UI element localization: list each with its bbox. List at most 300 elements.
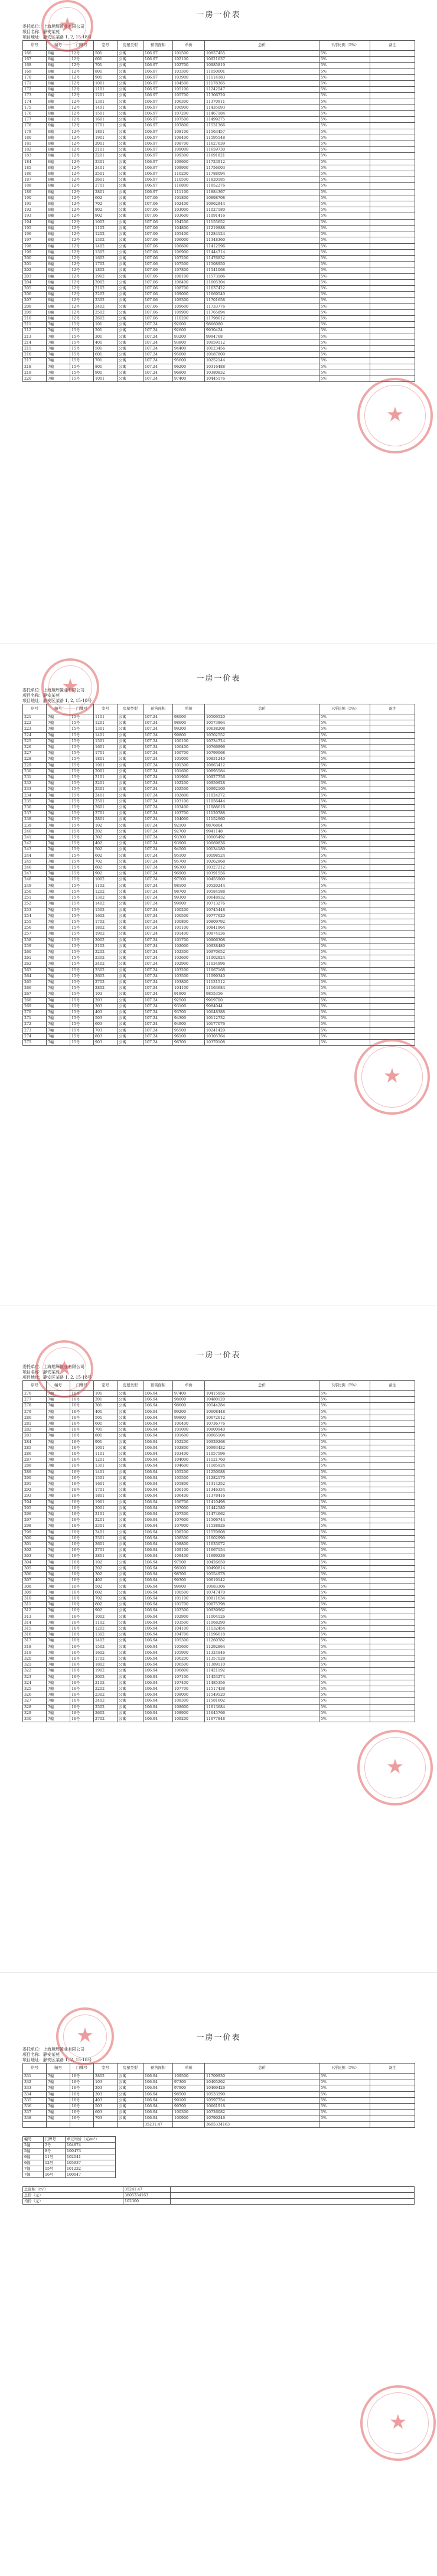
table-cell: 5% [319,105,370,110]
table-cell: 10927756 [205,775,319,781]
table-row [23,135,415,141]
table-cell: 327 [23,1698,47,1704]
table-cell: 7幢 [47,1608,70,1614]
table-cell: 6幢 [47,177,70,183]
table-cell: 11412596 [205,243,319,249]
table-cell: 15号 [70,352,94,358]
table-cell: 公寓 [118,219,144,225]
table-cell: 7幢 [47,1445,70,1451]
table-cell: 5% [319,117,370,123]
table-cell: 172 [23,87,47,93]
table-row [23,967,415,973]
table-cell: 106.94 [144,2074,173,2079]
table-cell: 公寓 [118,865,144,871]
table-cell: 6幢 [47,123,70,129]
table-cell: 5% [319,865,370,871]
table-cell: 107.06 [144,201,173,207]
table-cell: 108800 [173,1542,205,1547]
table-cell [370,195,415,201]
table-cell: 221 [23,714,47,720]
table-cell: 5% [319,792,370,798]
table-cell: 12号 [70,74,94,80]
table-cell: 103200 [173,967,205,973]
table-cell: 5% [319,309,370,315]
table-row [23,1511,415,1517]
column-header: 房屋类型 [118,2064,144,2074]
table-cell: 7幢 [47,1650,70,1656]
table-cell: 7幢 [47,1529,70,1535]
column-header: 房屋类型 [118,1381,144,1391]
table-cell: 190 [23,195,47,201]
table-cell: 94500 [173,847,205,853]
table-cell: 5% [319,1475,370,1481]
table-cell: 280 [23,1415,47,1421]
table-row [23,750,415,756]
table-cell: 11485356 [205,1680,319,1686]
table-cell: 11627639 [205,141,319,147]
table-cell: 106.94 [144,1421,173,1427]
column-header: 预售面积 [144,1381,173,1391]
table-cell: 802 [94,1602,118,1608]
table-cell: 公寓 [118,298,144,303]
table-cell: 107.24 [144,1033,173,1039]
table-cell: 101700 [173,937,205,943]
table-row [23,219,415,225]
table-cell: 106.94 [144,1529,173,1535]
table-cell: 5% [319,2085,370,2091]
table-cell: 179 [23,129,47,135]
table-row [23,159,415,165]
table-cell: 5% [319,1427,370,1433]
table-cell: 公寓 [118,720,144,726]
table-cell: 公寓 [118,1493,144,1499]
table-cell: 302 [94,835,118,841]
table-cell: 106.94 [144,1680,173,1686]
table-cell: 7幢 [47,1632,70,1638]
table-cell: 107.24 [144,961,173,967]
table-cell: 15号 [70,339,94,345]
table-cell: 7幢 [47,1716,70,1722]
table-cell: 285 [23,1445,47,1451]
table-cell: 16号 [70,1505,94,1511]
table-cell: 104600 [173,1463,205,1469]
table-cell: 106.94 [144,1716,173,1722]
table-cell: 106.97 [144,111,173,117]
table-cell: 10736776 [205,1421,319,1427]
table-cell: 102100 [173,57,205,63]
table-cell: 公寓 [118,68,144,74]
table-cell: 2102 [94,943,118,949]
table-cell: 106.94 [144,1674,173,1680]
totals-cell: 均价（元） [23,2198,123,2204]
table-cell: 2802 [94,2074,118,2079]
table-cell: 107.24 [144,822,173,828]
table-cell: 16号 [70,1397,94,1403]
table-cell: 2601 [94,1542,118,1547]
table-cell: 2202 [94,949,118,955]
table-cell [370,1433,415,1439]
table-cell: 1201 [94,93,118,99]
table-cell: 7幢 [47,1505,70,1511]
table-cell: 6幢 [47,159,70,165]
table-cell: 96700 [173,1039,205,1045]
table-cell: 110500 [173,177,205,183]
table-row [23,991,415,997]
summary-cell: 11号 [44,2154,66,2160]
table-cell: 99900 [173,901,205,907]
table-cell: 106.94 [144,1662,173,1668]
totals-table [22,2186,415,2205]
table-cell: 107.24 [144,871,173,877]
table-cell: 97900 [173,2085,205,2091]
table-cell: 304 [23,1559,47,1565]
table-row [23,345,415,351]
totals-cell: 总面积（m²） [23,2186,123,2192]
table-row [23,298,415,303]
table-cell: 298 [23,1523,47,1529]
table-cell: 255 [23,919,47,925]
table-row [23,1644,415,1650]
table-row [23,817,415,822]
table-cell: 301 [23,1542,47,1547]
table-cell [370,1016,415,1021]
table-cell: 7幢 [47,798,70,804]
table-cell: 99300 [173,1578,205,1584]
table-cell: 12号 [70,231,94,237]
table-cell: 303 [94,1003,118,1009]
table-cell: 6幢 [47,57,70,63]
table-cell: 15号 [70,925,94,931]
table-cell: 7幢 [47,877,70,883]
table-cell: 106800 [173,1668,205,1674]
table-header-row [23,1381,415,1391]
table-cell: 10726082 [205,2110,319,2115]
table-cell [370,919,415,925]
table-cell: 5% [319,1650,370,1656]
table-cell [370,732,415,738]
table-cell: 1402 [94,243,118,249]
table-cell: 107.06 [144,303,173,309]
table-cell: 109200 [173,1716,205,1722]
table-cell: 15号 [70,985,94,991]
table-cell: 15号 [70,1027,94,1033]
table-cell: 10672612 [205,1415,319,1421]
table-cell: 7幢 [47,1668,70,1674]
table-cell: 96900 [173,871,205,877]
table-cell: 318 [23,1644,47,1650]
table-cell: 公寓 [118,1644,144,1650]
table-cell: 106.94 [144,1433,173,1439]
table-cell: 公寓 [118,165,144,171]
table-cell [370,1644,415,1650]
table-cell: 401 [94,1409,118,1415]
table-cell: 92000 [173,322,205,328]
table-cell: 7幢 [47,1686,70,1692]
table-cell: 104000 [173,817,205,822]
total-cell [173,2121,205,2127]
table-cell [370,1553,415,1559]
table-row [23,1602,415,1608]
table-row [23,87,415,93]
table-cell [370,1692,415,1698]
table-cell: 106.94 [144,1542,173,1547]
table-cell: 15号 [70,847,94,853]
table-cell: 106.94 [144,1668,173,1674]
table-row [23,877,415,883]
table-cell: 公寓 [118,99,144,105]
table-cell: 102200 [173,781,205,786]
table-cell: 99900 [173,1584,205,1589]
table-cell: 1101 [94,714,118,720]
table-cell: 501 [94,345,118,351]
table-row [23,745,415,750]
table-row [23,1674,415,1680]
table-cell: 5% [319,1656,370,1661]
table-row [23,99,415,105]
table-cell: 2502 [94,1704,118,1710]
table-cell: 2601 [94,177,118,183]
table-cell: 9876804 [205,822,319,828]
table-cell: 224 [23,732,47,738]
table-row [23,273,415,279]
table-cell: 7幢 [47,943,70,949]
table-cell [370,1403,415,1409]
table-cell [370,309,415,315]
table-cell: 7幢 [47,937,70,943]
table-cell: 107.24 [144,828,173,834]
table-cell: 15号 [70,376,94,381]
table-cell: 238 [23,817,47,822]
table-cell: 11284124 [205,231,319,237]
table-cell: 7幢 [47,913,70,919]
table-cell: 106.94 [144,1493,173,1499]
table-cell: 2802 [94,985,118,991]
table-cell [370,370,415,376]
table-cell: 96100 [173,1033,205,1039]
table-cell: 10863412 [205,762,319,768]
table-cell: 106.94 [144,1614,173,1620]
table-cell: 12号 [70,315,94,321]
table-cell: 公寓 [118,189,144,195]
table-cell: 7幢 [47,1391,70,1397]
table-row [23,1027,415,1033]
table-cell: 96800 [173,370,205,376]
table-cell: 303 [23,1553,47,1559]
table-row [23,979,415,985]
table-cell: 公寓 [118,2091,144,2097]
page-title: 一房一价表 [196,674,241,683]
table-cell [370,1698,415,1704]
table-cell: 189 [23,189,47,195]
table-cell: 7幢 [47,1433,70,1439]
table-cell: 11788094 [205,171,319,177]
table-row [23,949,415,955]
table-cell: 11306729 [205,93,319,99]
table-cell: 6幢 [47,63,70,68]
table-cell: 5% [319,376,370,381]
summary-cell: 15号 [44,2166,66,2172]
table-cell: 公寓 [118,57,144,63]
table-cell: 5% [319,303,370,309]
table-row [23,1451,415,1457]
table-cell: 5% [319,285,370,291]
table-cell: 107800 [173,123,205,129]
table-cell: 16号 [70,1680,94,1686]
table-cell: 12号 [70,195,94,201]
table-row [23,309,415,315]
table-cell: 5% [319,1542,370,1547]
table-cell: 7幢 [47,1451,70,1457]
table-cell: 9984044 [205,1003,319,1009]
table-cell: 12号 [70,159,94,165]
table-cell: 16号 [70,1457,94,1463]
table-cell: 106.94 [144,1595,173,1601]
table-cell: 公寓 [118,895,144,901]
table-cell: 7幢 [47,985,70,991]
table-cell: 7幢 [47,1638,70,1644]
table-row [23,1463,415,1469]
table-cell: 401 [94,339,118,345]
table-cell [370,1463,415,1469]
table-cell: 11242547 [205,87,319,93]
table-cell [370,237,415,243]
table-cell: 5% [319,237,370,243]
table-cell: 7幢 [47,345,70,351]
red-seal-stamp: ★ [56,2007,114,2065]
table-cell: 公寓 [118,1517,144,1523]
table-row [23,798,415,804]
table-row [23,1003,415,1009]
column-header: 序号 [23,704,47,714]
table-cell [370,991,415,997]
table-cell: 1202 [94,231,118,237]
table-header-row [23,2064,415,2074]
table-cell: 703 [94,1027,118,1033]
table-cell: 2301 [94,159,118,165]
table-cell: 106.94 [144,1409,173,1415]
column-header: 序号 [23,1381,47,1391]
table-cell: 106.97 [144,147,173,153]
table-cell [370,1572,415,1578]
table-cell: 11677848 [205,1716,319,1722]
table-cell: 5% [319,2091,370,2097]
table-cell: 公寓 [118,738,144,744]
table-cell [370,714,415,720]
table-cell: 1602 [94,913,118,919]
table-row [23,1481,415,1487]
table-cell [370,1686,415,1692]
table-cell: 7幢 [47,1493,70,1499]
table-cell: 10405262 [205,2079,319,2085]
table-cell: 102300 [173,949,205,955]
table-cell: 5% [319,322,370,328]
table-row [23,171,415,177]
table-cell: 公寓 [118,1451,144,1457]
table-cell: 10777620 [205,913,319,919]
table-cell: 107.24 [144,858,173,864]
table-cell: 5% [319,828,370,834]
table-cell: 11378416 [205,1493,319,1499]
table-cell [370,1535,415,1541]
table-cell: 5% [319,2110,370,2115]
table-cell: 6幢 [47,74,70,80]
table-cell: 1301 [94,99,118,105]
table-cell: 207 [23,298,47,303]
table-cell: 10939962 [205,1608,319,1614]
table-cell: 5% [319,1033,370,1039]
table-cell: 12号 [70,309,94,315]
table-cell: 2401 [94,165,118,171]
table-cell: 274 [23,1033,47,1039]
table-row [23,1445,415,1451]
table-cell: 16号 [70,1427,94,1433]
table-cell: 101000 [173,1427,205,1433]
table-cell: 10661918 [205,2104,319,2110]
table-cell: 6幢 [47,279,70,285]
table-cell: 106.97 [144,68,173,74]
table-cell: 公寓 [118,1016,144,1021]
table-cell: 182 [23,147,47,153]
totals-blank [171,2186,415,2192]
table-cell: 5% [319,1523,370,1529]
table-cell: 109900 [173,165,205,171]
table-row [23,117,415,123]
table-cell: 103500 [173,973,205,979]
table-row [23,841,415,847]
table-cell: 7幢 [47,768,70,774]
table-cell: 16号 [70,1445,94,1451]
table-cell: 10584588 [205,889,319,894]
table-cell: 公寓 [118,853,144,858]
table-cell: 5% [319,177,370,183]
table-cell: 11645766 [205,1710,319,1716]
table-cell: 7幢 [47,997,70,1003]
table-cell [370,2115,415,2121]
table-cell: 7幢 [47,334,70,339]
table-cell: 106.94 [144,1602,173,1608]
table-cell: 1601 [94,1481,118,1487]
table-cell: 12号 [70,171,94,177]
table-cell: 5% [319,919,370,925]
table-cell: 105600 [173,1644,205,1650]
table-cell: 12号 [70,279,94,285]
table-cell: 107.06 [144,285,173,291]
table-cell: 106.94 [144,1451,173,1457]
table-cell: 901 [94,1439,118,1445]
table-cell: 10895584 [205,768,319,774]
table-cell: 602 [94,853,118,858]
summary-header-row [23,2136,116,2142]
table-cell: 100100 [173,738,205,744]
table-cell: 公寓 [118,913,144,919]
table-cell: 103600 [173,213,205,219]
table-cell: 107.24 [144,937,173,943]
table-cell: 7幢 [47,828,70,834]
table-cell: 5% [319,805,370,811]
table-cell [370,1674,415,1680]
table-cell: 5% [319,1595,370,1601]
table-cell: 268 [23,997,47,1003]
table-cell: 15号 [70,835,94,841]
table-cell: 2001 [94,141,118,147]
table-cell [370,177,415,183]
table-cell: 公寓 [118,364,144,370]
table-cell: 185 [23,165,47,171]
table-cell: 109600 [173,303,205,309]
column-header: 序号 [23,2064,47,2074]
table-cell: 10426650 [205,1559,319,1565]
table-cell: 242 [23,841,47,847]
